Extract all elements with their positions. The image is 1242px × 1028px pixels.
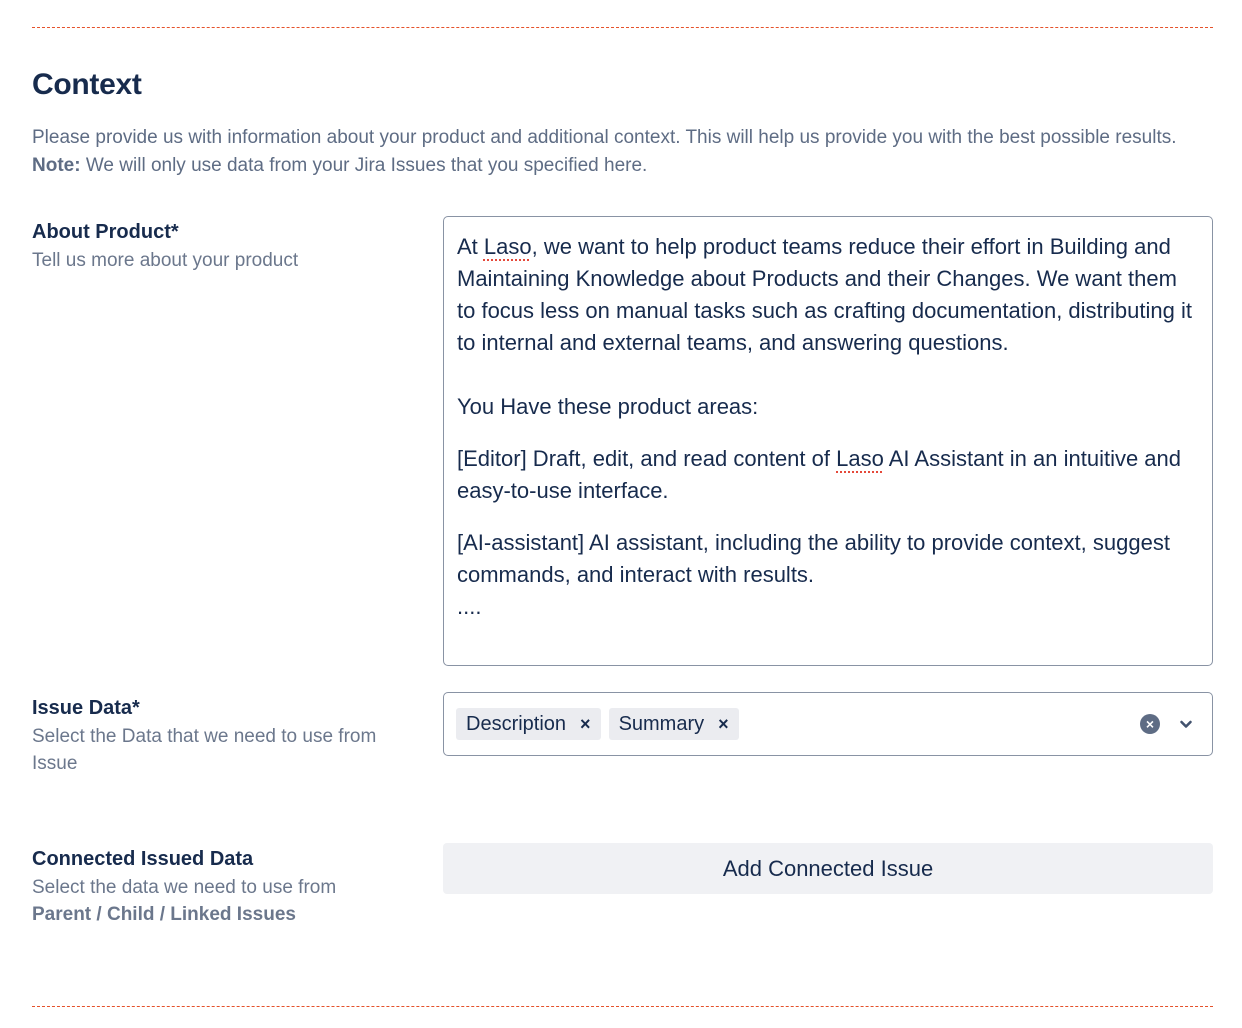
textarea-paragraph: .... (457, 594, 482, 619)
spellcheck-word: Laso (836, 446, 884, 471)
textarea-paragraph: [AI-assistant] AI assistant, including the ability to provide context, suggest commands, and interact with results. (457, 530, 1170, 587)
description-text: Please provide us with information about your product and additional context. This will help us provide you with the best possible results. (32, 127, 1177, 148)
section-title: Context (32, 68, 142, 101)
connected-issue-label-block (32, 846, 422, 928)
chip-label: Description (466, 712, 567, 735)
connected-issue-label: Connected Issued Data (32, 848, 254, 870)
chip-label: Summary (618, 712, 705, 735)
remove-chip-icon[interactable]: × (718, 714, 729, 734)
description-note-text: We will only use data from your Jira Issues that you specified here. (80, 155, 648, 176)
text-run: AI Assistant in an intuitive and easy-to-use interface. (457, 446, 1182, 503)
section-description (32, 124, 1217, 180)
help-text: Select the data we need to use from (32, 877, 337, 898)
selected-chip-description (456, 708, 601, 740)
help-bold-text: Parent / Child / Linked Issues (32, 904, 296, 925)
add-connected-issue-button[interactable]: Add Connected Issue (443, 843, 1213, 894)
bottom-divider (32, 1006, 1213, 1007)
select-actions (1140, 693, 1194, 755)
description-note-label: Note: (32, 155, 81, 176)
remove-chip-icon[interactable]: × (580, 714, 591, 734)
about-product-textarea[interactable] (443, 216, 1213, 666)
textarea-paragraph (457, 443, 1200, 507)
textarea-paragraph (457, 231, 1200, 359)
issue-data-multiselect[interactable] (443, 692, 1213, 756)
textarea-paragraph: You Have these product areas: (457, 394, 759, 419)
connected-issue-help (32, 874, 422, 928)
spellcheck-word: Laso (483, 234, 532, 259)
top-divider (32, 27, 1213, 28)
about-product-label: About Product* (32, 221, 179, 243)
selected-chip-summary (609, 708, 739, 740)
clear-all-icon[interactable]: × (1140, 714, 1160, 734)
text-run: [Editor] Draft, edit, and read content of (457, 446, 837, 471)
issue-data-label: Issue Data* (32, 697, 140, 719)
about-product-label-block (32, 219, 422, 274)
chevron-down-icon[interactable] (1178, 716, 1194, 732)
about-product-help: Tell us more about your product (32, 250, 299, 271)
issue-data-help: Select the Data that we need to use from Issue (32, 726, 377, 774)
text-run: , we want to help product teams reduce their effort in Building and Maintaining Knowledge about Products and their Changes. We want them to focus less on manual tasks such as crafting documentation, distributing it to internal and external teams, and answering questions. (457, 234, 1192, 355)
text-run: At (457, 234, 484, 259)
issue-data-label-block (32, 695, 422, 777)
